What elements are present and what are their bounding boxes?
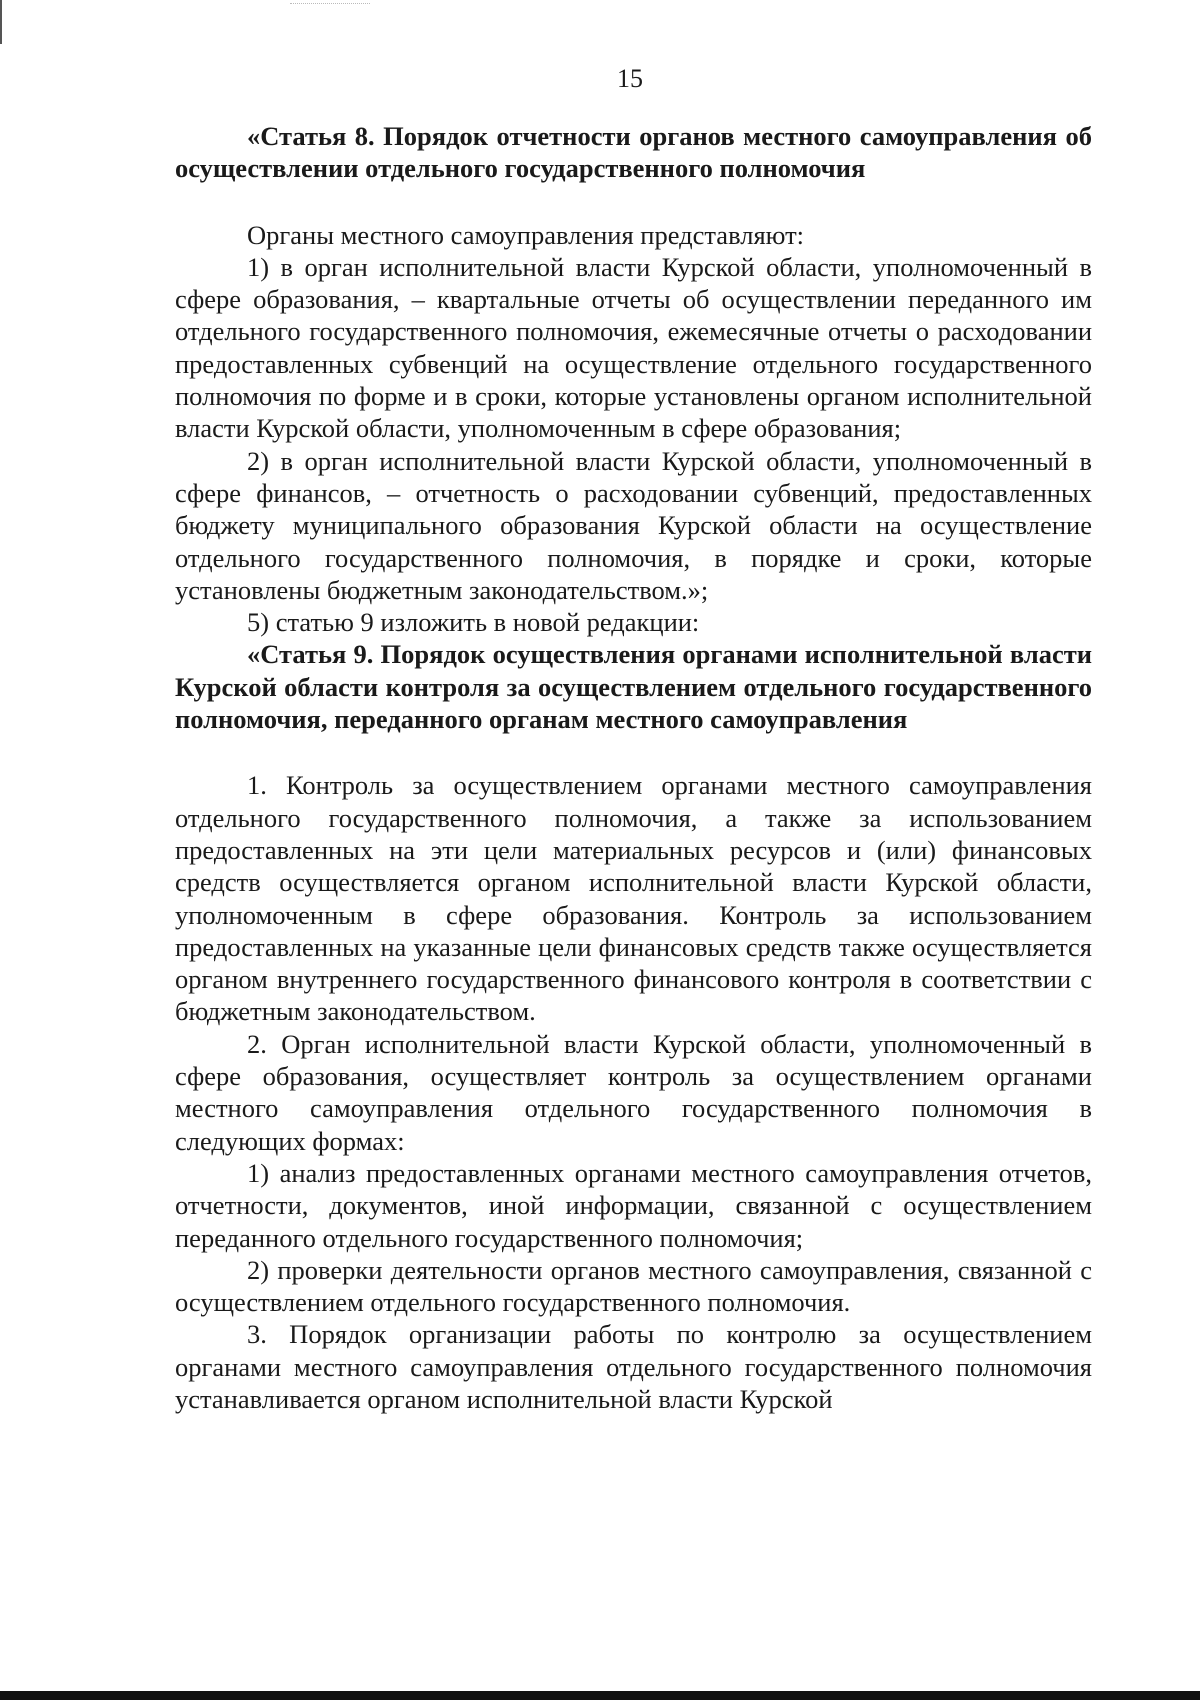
spacer	[175, 735, 1092, 769]
scan-bottom-edge	[0, 1691, 1200, 1700]
article-8-intro: Органы местного самоуправления представляют:	[247, 219, 805, 250]
scan-top-artifact	[290, 3, 370, 5]
spacer	[175, 185, 1092, 219]
document-body	[175, 120, 1092, 1415]
amendment-5: 5) статью 9 изложить в новой редакции:	[247, 607, 700, 638]
article-9-paragraph-2: 2. Орган исполнительной власти Курской области, уполномоченный в сфере образования, осуществляет контроль за осуществлением органами местного самоуправления отдельного государственного полномочия в следующих формах:	[175, 1028, 1092, 1156]
scan-edge-mark	[0, 0, 2, 44]
article-8-heading: «Статья 8. Порядок отчетности органов местного самоуправления об осуществлении отдельного государственного полномочия	[175, 121, 1092, 184]
page-number: 15	[617, 64, 643, 93]
article-8-item-2: 2) в орган исполнительной власти Курской области, уполномоченный в сфере финансов, – отчетность о расходовании субвенций, предоставленных бюджету муниципального образования Курской области на осуществление отдельного государственного полномочия, в порядке и сроки, которые установлены бюджетным законодательством.»;	[175, 445, 1092, 605]
article-9-heading: «Статья 9. Порядок осуществления органами исполнительной власти Курской области контроля за осуществлением отдельного государственного полномочия, переданного органам местного самоуправления	[175, 639, 1092, 735]
article-9-paragraph-2-item-2: 2) проверки деятельности органов местного самоуправления, связанной с осуществлением отдельного государственного полномочия.	[175, 1254, 1092, 1318]
article-9-paragraph-2-item-1: 1) анализ предоставленных органами местного самоуправления отчетов, отчетности, документов, иной информации, связанной с осуществлением переданного отдельного государственного полномочия;	[175, 1157, 1092, 1253]
article-8-item-1: 1) в орган исполнительной власти Курской области, уполномоченный в сфере образования, – квартальные отчеты об осуществлении переданного им отдельного государственного полномочия, ежемесячные отчеты о расходовании предоставленных субвенций на осуществление отдельного государственного полномочия по форме и в сроки, которые установлены органом исполнительной власти Курской области, уполномоченным в сфере образования;	[175, 251, 1092, 444]
article-9-paragraph-1: 1. Контроль за осуществлением органами местного самоуправления отдельного государственного полномочия, а также за использованием предоставленных на эти цели материальных ресурсов и (или) финансовых средств осуществляется органом исполнительной власти Курской области, уполномоченным в сфере образования. Контроль за использованием предоставленных на указанные цели финансовых средств также осуществляется органом внутреннего государственного финансового контроля в соответствии с бюджетным законодательством.	[175, 770, 1092, 1027]
article-9-paragraph-3: 3. Порядок организации работы по контролю за осуществлением органами местного самоуправления отдельного государственного полномочия устанавливается органом исполнительной власти Курской	[175, 1319, 1092, 1414]
